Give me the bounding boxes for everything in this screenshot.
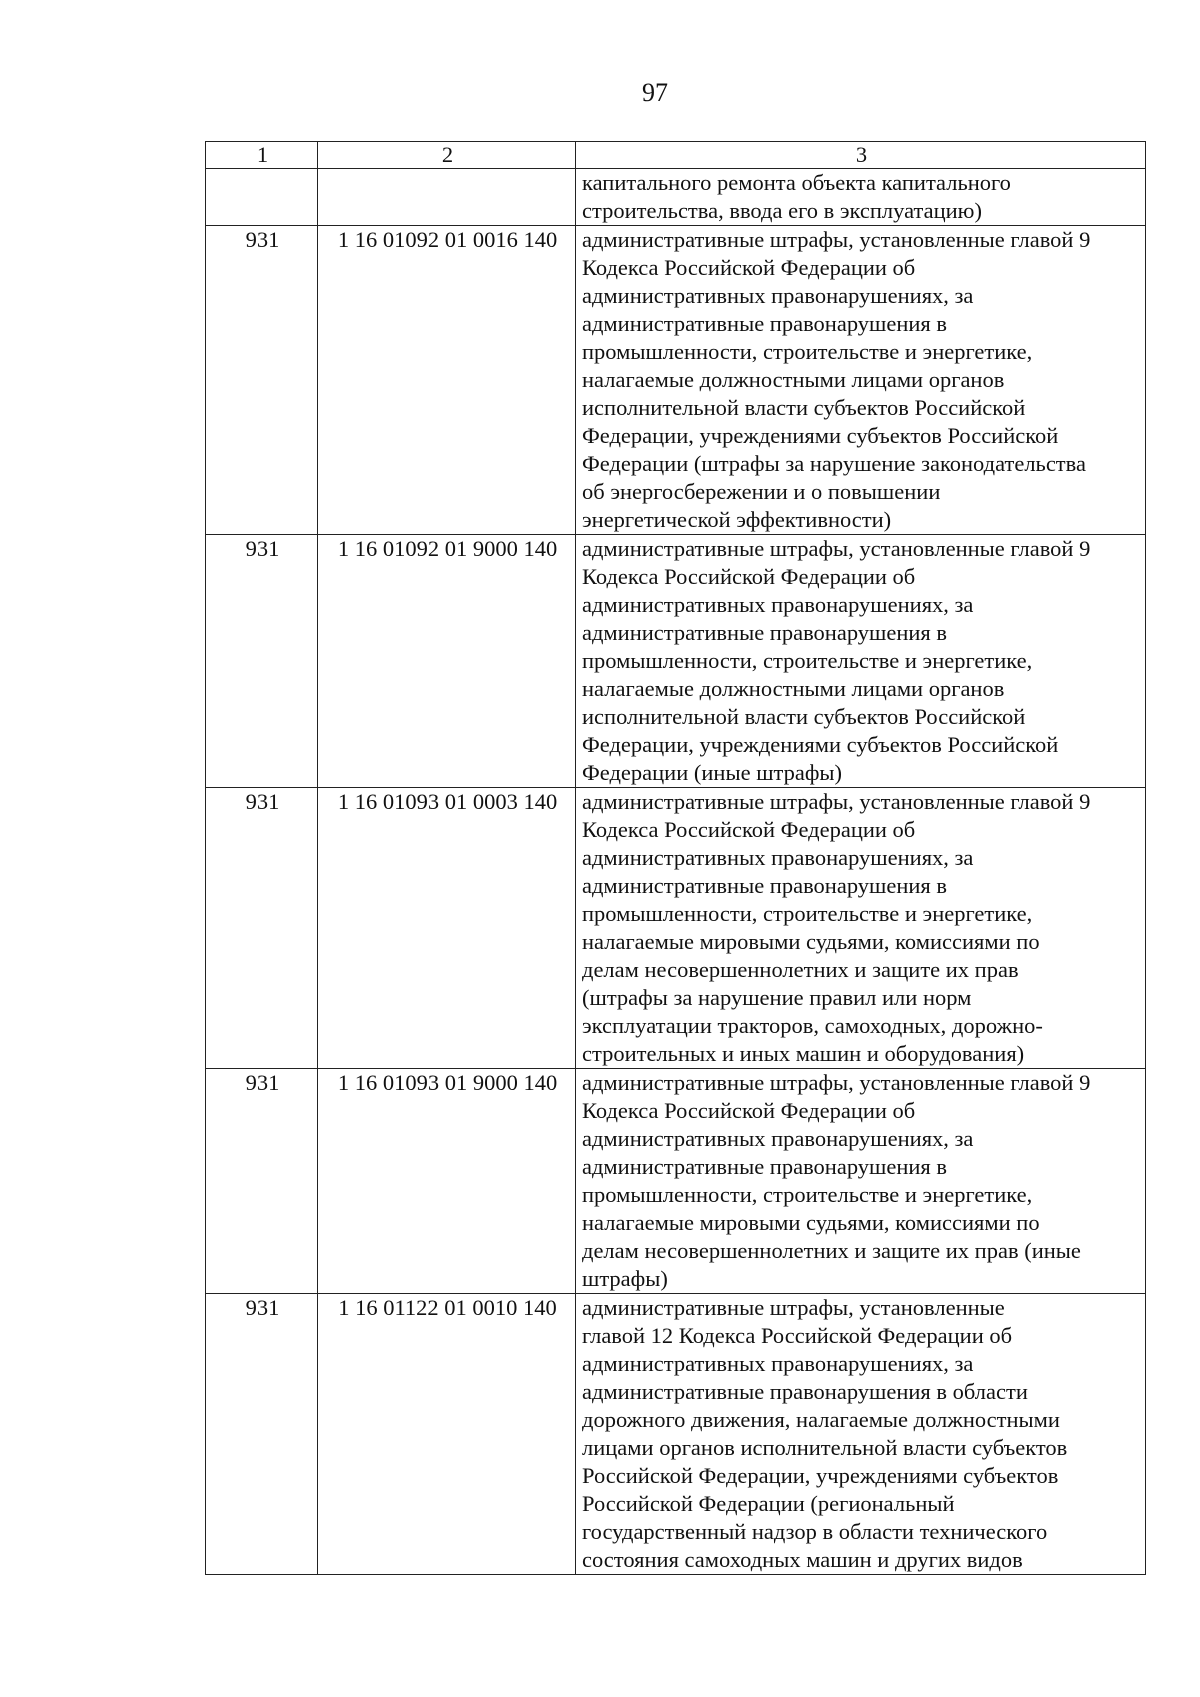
description-line: дорожного движения, налагаемые должностными	[582, 1407, 1060, 1432]
description-line: Российской Федерации, учреждениями субъектов	[582, 1463, 1059, 1488]
description-line: административные правонарушения в области	[582, 1379, 1028, 1404]
description-line: административные штрафы, установленные	[582, 1295, 1005, 1320]
description-cell	[576, 788, 1146, 1069]
budget-codes-table	[205, 141, 1146, 1575]
admin-code-cell: 931	[206, 535, 318, 788]
description-line: налагаемые мировыми судьями, комиссиями по	[582, 1210, 1040, 1235]
description-line: налагаемые должностными лицами органов	[582, 676, 1005, 701]
budget-code-cell: 1 16 01092 01 9000 140	[318, 535, 576, 788]
description-line: Федерации, учреждениями субъектов Российской	[582, 732, 1059, 757]
table-row	[206, 169, 1146, 226]
description-line: административных правонарушениях, за	[582, 592, 974, 617]
description-line: административные правонарушения в	[582, 311, 948, 336]
admin-code-cell	[206, 169, 318, 226]
description-line: налагаемые должностными лицами органов	[582, 367, 1005, 392]
description-line: административные правонарушения в	[582, 873, 948, 898]
description-line: главой 12 Кодекса Российской Федерации об	[582, 1323, 1013, 1348]
description-line: административных правонарушениях, за	[582, 283, 974, 308]
table-row	[206, 535, 1146, 788]
description-line: административных правонарушениях, за	[582, 845, 974, 870]
description-line: лицами органов исполнительной власти субъектов	[582, 1435, 1068, 1460]
description-line: Кодекса Российской Федерации об	[582, 255, 916, 280]
description-line: административные штрафы, установленные главой 9	[582, 227, 1091, 252]
description-line: штрафы)	[582, 1266, 668, 1291]
description-line: (штрафы за нарушение правил или норм	[582, 985, 972, 1010]
budget-code-cell: 1 16 01093 01 9000 140	[318, 1069, 576, 1294]
description-line: промышленности, строительстве и энергетике,	[582, 1182, 1033, 1207]
description-line: промышленности, строительстве и энергетике,	[582, 901, 1033, 926]
admin-code-cell: 931	[206, 1294, 318, 1575]
description-line: административные штрафы, установленные главой 9	[582, 789, 1091, 814]
description-line: Кодекса Российской Федерации об	[582, 1098, 916, 1123]
description-line: энергетической эффективности)	[582, 507, 892, 532]
budget-code-cell: 1 16 01122 01 0010 140	[318, 1294, 576, 1575]
header-col-1: 1	[206, 142, 318, 169]
description-line: об энергосбережении и о повышении	[582, 479, 941, 504]
description-line: административных правонарушениях, за	[582, 1351, 974, 1376]
description-line: Федерации, учреждениями субъектов Российской	[582, 423, 1059, 448]
description-line: налагаемые мировыми судьями, комиссиями по	[582, 929, 1040, 954]
header-col-3: 3	[576, 142, 1146, 169]
description-line: административные правонарушения в	[582, 1154, 948, 1179]
description-line: промышленности, строительстве и энергетике,	[582, 648, 1033, 673]
description-line: делам несовершеннолетних и защите их прав (иные	[582, 1238, 1081, 1263]
description-line: административные штрафы, установленные главой 9	[582, 1070, 1091, 1095]
description-line: капитального ремонта объекта капитального	[582, 170, 1011, 195]
budget-code-cell	[318, 169, 576, 226]
description-line: Кодекса Российской Федерации об	[582, 817, 916, 842]
table-row	[206, 226, 1146, 535]
description-line: административных правонарушениях, за	[582, 1126, 974, 1151]
description-line: исполнительной власти субъектов Российской	[582, 395, 1026, 420]
table-row	[206, 1294, 1146, 1575]
description-line: Федерации (иные штрафы)	[582, 760, 843, 785]
header-col-2: 2	[318, 142, 576, 169]
table-header-row	[206, 142, 1146, 169]
table-row	[206, 1069, 1146, 1294]
admin-code-cell: 931	[206, 788, 318, 1069]
description-cell	[576, 169, 1146, 226]
admin-code-cell: 931	[206, 1069, 318, 1294]
description-cell	[576, 1069, 1146, 1294]
budget-code-cell: 1 16 01092 01 0016 140	[318, 226, 576, 535]
description-line: строительства, ввода его в эксплуатацию)	[582, 198, 982, 223]
description-line: административные штрафы, установленные главой 9	[582, 536, 1091, 561]
description-line: исполнительной власти субъектов Российской	[582, 704, 1026, 729]
table-body	[206, 169, 1146, 1575]
description-line: Российской Федерации (региональный	[582, 1491, 955, 1516]
description-cell	[576, 226, 1146, 535]
table-row	[206, 788, 1146, 1069]
description-line: государственный надзор в области технического	[582, 1519, 1048, 1544]
description-cell	[576, 1294, 1146, 1575]
description-line: промышленности, строительстве и энергетике,	[582, 339, 1033, 364]
admin-code-cell: 931	[206, 226, 318, 535]
description-line: эксплуатации тракторов, самоходных, дорожно-	[582, 1013, 1043, 1038]
description-line: Федерации (штрафы за нарушение законодательства	[582, 451, 1086, 476]
page-number: 97	[642, 78, 668, 107]
budget-code-cell: 1 16 01093 01 0003 140	[318, 788, 576, 1069]
description-line: строительных и иных машин и оборудования)	[582, 1041, 1025, 1066]
description-line: делам несовершеннолетних и защите их прав	[582, 957, 1019, 982]
description-line: Кодекса Российской Федерации об	[582, 564, 916, 589]
description-line: состояния самоходных машин и других видов	[582, 1547, 1023, 1572]
description-line: административные правонарушения в	[582, 620, 948, 645]
description-cell	[576, 535, 1146, 788]
